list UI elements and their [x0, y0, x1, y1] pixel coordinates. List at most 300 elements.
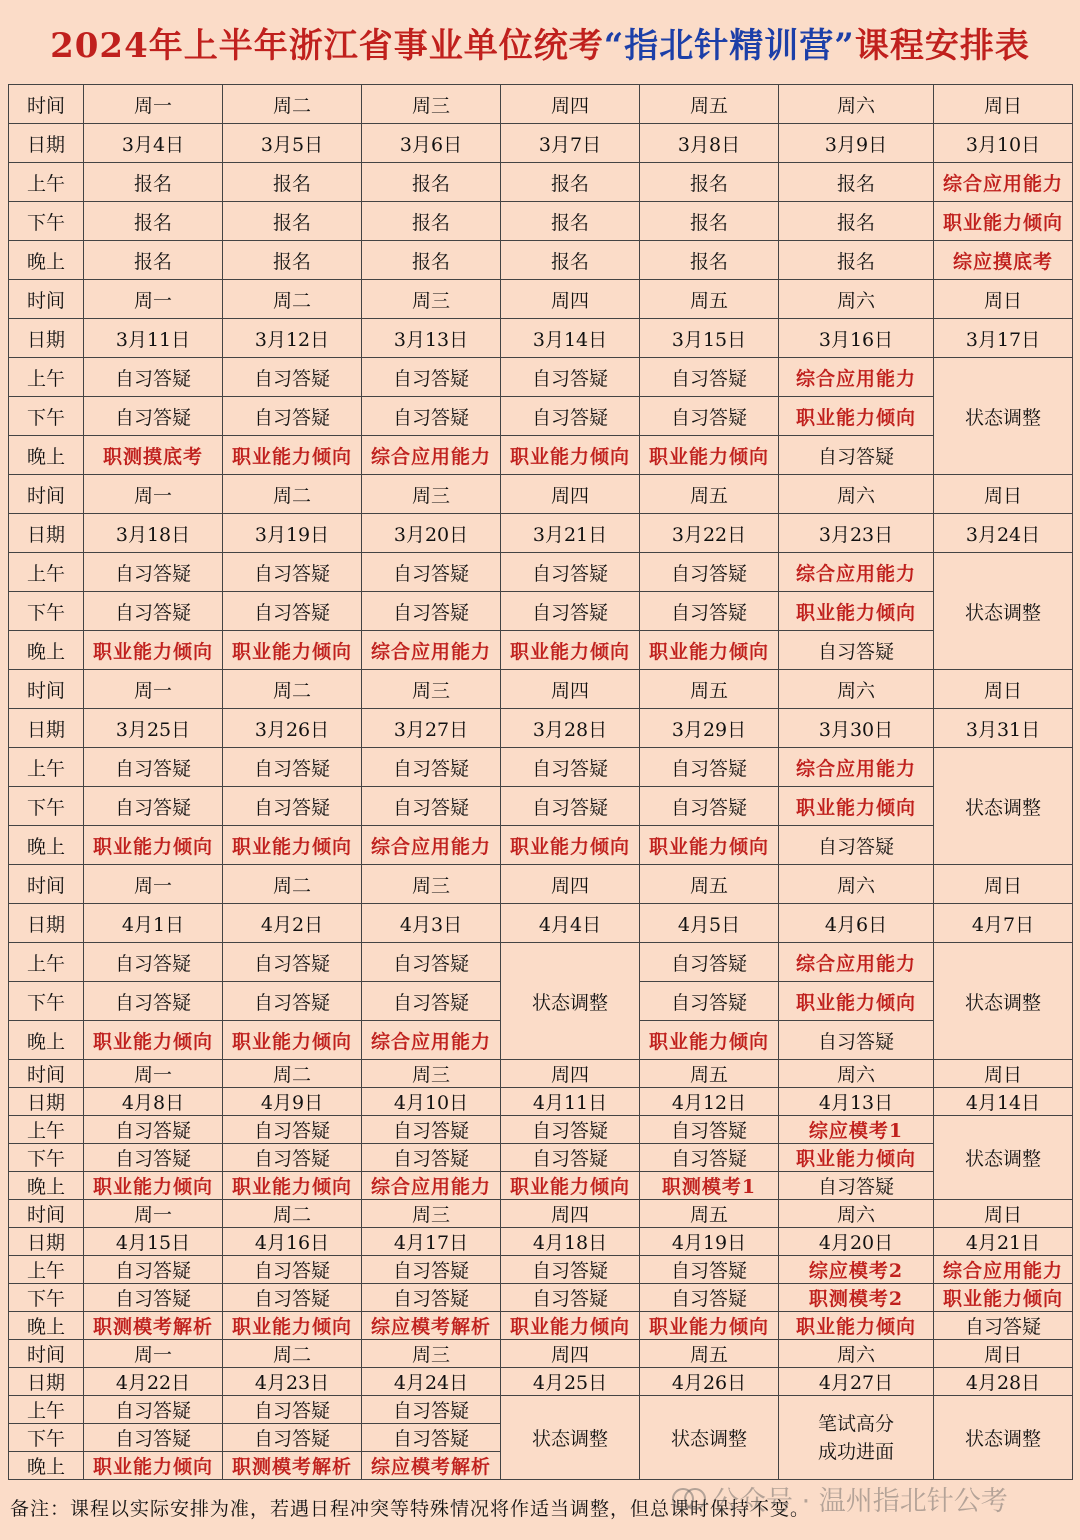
- schedule-cell: 综合应用能力: [362, 1021, 501, 1060]
- schedule-cell: 自习答疑: [640, 592, 779, 631]
- morning-row: [9, 1116, 1073, 1144]
- schedule-cell: 报名: [84, 202, 223, 241]
- date-cell: 4月27日: [779, 1368, 934, 1396]
- date-cell: 4月5日: [640, 904, 779, 943]
- schedule-cell: 自习答疑: [362, 397, 501, 436]
- row-label-evening: 晚上: [9, 631, 84, 670]
- date-row: [9, 319, 1073, 358]
- date-cell: 3月22日: [640, 514, 779, 553]
- schedule-cell: 自习答疑: [640, 358, 779, 397]
- row-label-morning: 上午: [9, 553, 84, 592]
- schedule-cell: 职测模考解析: [84, 1312, 223, 1340]
- date-cell: 3月18日: [84, 514, 223, 553]
- schedule-cell: 报名: [779, 241, 934, 280]
- schedule-cell: 自习答疑: [362, 553, 501, 592]
- schedule-cell: 自习答疑: [362, 1116, 501, 1144]
- schedule-cell: 自习答疑: [362, 358, 501, 397]
- date-cell: 4月18日: [501, 1228, 640, 1256]
- schedule-cell: 职业能力倾向: [501, 1172, 640, 1200]
- schedule-cell: 自习答疑: [84, 358, 223, 397]
- date-cell: 3月11日: [84, 319, 223, 358]
- date-row: [9, 1368, 1073, 1396]
- row-label-date: 日期: [9, 904, 84, 943]
- row-label-evening: 晚上: [9, 1312, 84, 1340]
- schedule-cell: 自习答疑: [84, 553, 223, 592]
- weekday-row: [9, 85, 1073, 124]
- weekday-header: 周三: [362, 1060, 501, 1088]
- schedule-cell: 自习答疑: [501, 358, 640, 397]
- schedule-cell: 自习答疑: [84, 982, 223, 1021]
- schedule-cell: 职业能力倾向: [779, 592, 934, 631]
- schedule-cell: 自习答疑: [640, 1256, 779, 1284]
- schedule-cell: 职测摸底考: [84, 436, 223, 475]
- evening-row: [9, 241, 1073, 280]
- date-cell: 4月25日: [501, 1368, 640, 1396]
- date-cell: 3月26日: [223, 709, 362, 748]
- schedule-cell: 状态调整: [640, 1396, 779, 1480]
- weekday-header: 周六: [779, 85, 934, 124]
- schedule-cell: 综合应用能力: [362, 826, 501, 865]
- schedule-cell: 状态调整: [501, 1396, 640, 1480]
- date-cell: 4月1日: [84, 904, 223, 943]
- row-label-date: 日期: [9, 1228, 84, 1256]
- weekday-header: 周二: [223, 280, 362, 319]
- title-part-2: 课程安排表: [854, 25, 1030, 66]
- schedule-cell: 自习答疑: [640, 748, 779, 787]
- title-part-1: 2024年上半年浙江省事业单位统考: [50, 25, 604, 66]
- weekday-header: 周一: [84, 865, 223, 904]
- schedule-cell: 职业能力倾向: [84, 1452, 223, 1480]
- schedule-cell: 状态调整: [934, 358, 1073, 475]
- schedule-cell: 自习答疑: [84, 1116, 223, 1144]
- schedule-cell: 自习答疑: [84, 1144, 223, 1172]
- date-cell: 4月21日: [934, 1228, 1073, 1256]
- date-cell: 3月8日: [640, 124, 779, 163]
- date-cell: 4月11日: [501, 1088, 640, 1116]
- row-label-date: 日期: [9, 1368, 84, 1396]
- weekday-header: 周二: [223, 1060, 362, 1088]
- weekday-header: 周三: [362, 865, 501, 904]
- date-cell: 4月4日: [501, 904, 640, 943]
- schedule-cell: 自习答疑: [223, 1284, 362, 1312]
- weekday-header: 周四: [501, 670, 640, 709]
- schedule-cell: 职测模考解析: [223, 1452, 362, 1480]
- schedule-cell: 自习答疑: [223, 553, 362, 592]
- schedule-cell: 自习答疑: [84, 397, 223, 436]
- weekday-header: 周四: [501, 280, 640, 319]
- weekday-header: 周三: [362, 280, 501, 319]
- schedule-cell: 综应模考1: [779, 1116, 934, 1144]
- schedule-cell: 自习答疑: [223, 1256, 362, 1284]
- weekday-header: 周四: [501, 85, 640, 124]
- schedule-cell: 自习答疑: [779, 1172, 934, 1200]
- morning-row: [9, 553, 1073, 592]
- date-cell: 3月4日: [84, 124, 223, 163]
- schedule-cell: 职业能力倾向: [84, 1021, 223, 1060]
- evening-row: [9, 436, 1073, 475]
- schedule-cell: 状态调整: [501, 943, 640, 1060]
- schedule-cell: 报名: [362, 163, 501, 202]
- schedule-cell: 自习答疑: [779, 631, 934, 670]
- weekday-header: 周六: [779, 1340, 934, 1368]
- date-cell: 4月28日: [934, 1368, 1073, 1396]
- morning-row: [9, 163, 1073, 202]
- date-cell: 4月9日: [223, 1088, 362, 1116]
- date-cell: 3月19日: [223, 514, 362, 553]
- schedule-cell: 职业能力倾向: [223, 436, 362, 475]
- schedule-cell: 职业能力倾向: [779, 982, 934, 1021]
- row-label-morning: 上午: [9, 163, 84, 202]
- footnote: 备注：课程以实际安排为准，若遇日程冲突等特殊情况将作适当调整，但总课时保持不变。: [10, 1497, 811, 1520]
- schedule-cell: 自习答疑: [640, 982, 779, 1021]
- schedule-cell: 职业能力倾向: [501, 631, 640, 670]
- weekday-header: 周一: [84, 1340, 223, 1368]
- schedule-cell: 自习答疑: [223, 592, 362, 631]
- schedule-cell: 职业能力倾向: [501, 436, 640, 475]
- schedule-cell: 自习答疑: [640, 553, 779, 592]
- schedule-cell: 职业能力倾向: [501, 826, 640, 865]
- date-cell: 4月12日: [640, 1088, 779, 1116]
- watermark-text: 公众号 · 温州指北针公考: [712, 1485, 1008, 1517]
- date-cell: 4月24日: [362, 1368, 501, 1396]
- schedule-cell: 职业能力倾向: [84, 631, 223, 670]
- schedule-cell: 自习答疑: [779, 436, 934, 475]
- schedule-cell: 报名: [501, 202, 640, 241]
- row-label-time: 时间: [9, 1060, 84, 1088]
- date-cell: 3月6日: [362, 124, 501, 163]
- schedule-cell: 职业能力倾向: [640, 631, 779, 670]
- date-cell: 3月12日: [223, 319, 362, 358]
- schedule-cell: 职业能力倾向: [223, 631, 362, 670]
- schedule-cell: 自习答疑: [223, 1144, 362, 1172]
- schedule-cell: 职业能力倾向: [640, 1021, 779, 1060]
- row-label-morning: 上午: [9, 358, 84, 397]
- weekday-header: 周六: [779, 670, 934, 709]
- schedule-cell: 自习答疑: [362, 748, 501, 787]
- schedule-cell: 自习答疑: [640, 943, 779, 982]
- date-row: [9, 514, 1073, 553]
- weekday-header: 周一: [84, 85, 223, 124]
- schedule-cell: 综合应用能力: [934, 163, 1073, 202]
- row-label-morning: 上午: [9, 1116, 84, 1144]
- schedule-cell: 综应模考解析: [362, 1312, 501, 1340]
- schedule-cell: 自习答疑: [84, 592, 223, 631]
- schedule-cell: 报名: [362, 241, 501, 280]
- weekday-header: 周六: [779, 1060, 934, 1088]
- schedule-cell: 自习答疑: [779, 826, 934, 865]
- weekday-header: 周二: [223, 1340, 362, 1368]
- weekday-header: 周二: [223, 475, 362, 514]
- row-label-evening: 晚上: [9, 1021, 84, 1060]
- schedule-cell: 职业能力倾向: [501, 1312, 640, 1340]
- date-cell: 3月15日: [640, 319, 779, 358]
- schedule-cell: 综合应用能力: [779, 748, 934, 787]
- afternoon-row: [9, 202, 1073, 241]
- date-cell: 4月6日: [779, 904, 934, 943]
- date-cell: 4月20日: [779, 1228, 934, 1256]
- schedule-cell: 自习答疑: [501, 748, 640, 787]
- weekday-header: 周六: [779, 1200, 934, 1228]
- row-label-morning: 上午: [9, 1396, 84, 1424]
- weekday-header: 周日: [934, 670, 1073, 709]
- weekday-row: [9, 280, 1073, 319]
- schedule-cell: 职业能力倾向: [640, 1312, 779, 1340]
- schedule-cell: 自习答疑: [223, 1116, 362, 1144]
- schedule-cell: 自习答疑: [640, 397, 779, 436]
- row-label-afternoon: 下午: [9, 202, 84, 241]
- date-cell: 3月29日: [640, 709, 779, 748]
- schedule-cell: 综应模考解析: [362, 1452, 501, 1480]
- schedule-cell: 自习答疑: [501, 553, 640, 592]
- weekday-header: 周四: [501, 475, 640, 514]
- schedule-cell: 状态调整: [934, 553, 1073, 670]
- schedule-cell: 自习答疑: [501, 1144, 640, 1172]
- date-cell: 4月16日: [223, 1228, 362, 1256]
- schedule-cell: 自习答疑: [362, 1144, 501, 1172]
- schedule-cell: 综应摸底考: [934, 241, 1073, 280]
- date-cell: 3月9日: [779, 124, 934, 163]
- schedule-cell: 自习答疑: [362, 982, 501, 1021]
- date-cell: 4月15日: [84, 1228, 223, 1256]
- schedule-cell: 自习答疑: [501, 787, 640, 826]
- date-row: [9, 124, 1073, 163]
- weekday-header: 周五: [640, 670, 779, 709]
- weekday-header: 周五: [640, 280, 779, 319]
- date-cell: 4月23日: [223, 1368, 362, 1396]
- title-highlight: “指北针精训营”: [603, 25, 855, 66]
- weekday-header: 周六: [779, 475, 934, 514]
- morning-row: [9, 1396, 1073, 1424]
- weekday-header: 周四: [501, 865, 640, 904]
- schedule-cell: 自习答疑: [501, 397, 640, 436]
- weekday-header: 周五: [640, 1340, 779, 1368]
- weekday-header: 周日: [934, 1060, 1073, 1088]
- date-cell: 3月21日: [501, 514, 640, 553]
- weekday-header: 周二: [223, 1200, 362, 1228]
- schedule-cell: 综合应用能力: [779, 553, 934, 592]
- row-label-time: 时间: [9, 1200, 84, 1228]
- weekday-header: 周五: [640, 1200, 779, 1228]
- row-label-afternoon: 下午: [9, 397, 84, 436]
- schedule-cell: 自习答疑: [84, 1424, 223, 1452]
- row-label-afternoon: 下午: [9, 1424, 84, 1452]
- weekday-header: 周三: [362, 670, 501, 709]
- weekday-header: 周日: [934, 475, 1073, 514]
- weekday-row: [9, 475, 1073, 514]
- schedule-cell: 综合应用能力: [779, 358, 934, 397]
- schedule-cell: 状态调整: [934, 1116, 1073, 1200]
- schedule-cell-twoline: 笔试高分 成功进面: [779, 1396, 934, 1480]
- weekday-header: 周日: [934, 865, 1073, 904]
- row-label-evening: 晚上: [9, 1172, 84, 1200]
- schedule-cell: 报名: [84, 241, 223, 280]
- weekday-header: 周五: [640, 85, 779, 124]
- weekday-header: 周二: [223, 85, 362, 124]
- schedule-cell: 自习答疑: [84, 1396, 223, 1424]
- schedule-cell: 职业能力倾向: [84, 1172, 223, 1200]
- weekday-header: 周三: [362, 475, 501, 514]
- date-row: [9, 1088, 1073, 1116]
- date-row: [9, 709, 1073, 748]
- weekday-header: 周日: [934, 1200, 1073, 1228]
- schedule-cell: 综合应用能力: [362, 436, 501, 475]
- schedule-cell: 自习答疑: [362, 787, 501, 826]
- weekday-header: 周日: [934, 1340, 1073, 1368]
- afternoon-row: [9, 592, 1073, 631]
- row-label-date: 日期: [9, 1088, 84, 1116]
- weekday-header: 周日: [934, 85, 1073, 124]
- row-label-morning: 上午: [9, 748, 84, 787]
- schedule-cell: 状态调整: [934, 748, 1073, 865]
- weekday-row: [9, 1340, 1073, 1368]
- morning-row: [9, 358, 1073, 397]
- schedule-cell: 自习答疑: [640, 787, 779, 826]
- schedule-cell: 自习答疑: [84, 1256, 223, 1284]
- schedule-cell: 自习答疑: [84, 943, 223, 982]
- weekday-header: 周五: [640, 865, 779, 904]
- schedule-table: [8, 84, 1073, 1480]
- date-row: [9, 904, 1073, 943]
- schedule-cell: 自习答疑: [501, 592, 640, 631]
- row-label-afternoon: 下午: [9, 592, 84, 631]
- row-label-afternoon: 下午: [9, 787, 84, 826]
- date-cell: 4月10日: [362, 1088, 501, 1116]
- schedule-cell: 自习答疑: [362, 1256, 501, 1284]
- row-label-date: 日期: [9, 319, 84, 358]
- row-label-time: 时间: [9, 1340, 84, 1368]
- weekday-header: 周一: [84, 475, 223, 514]
- schedule-cell: 自习答疑: [362, 1424, 501, 1452]
- date-cell: 3月14日: [501, 319, 640, 358]
- weekday-header: 周四: [501, 1200, 640, 1228]
- date-row: [9, 1228, 1073, 1256]
- schedule-cell: 职业能力倾向: [934, 202, 1073, 241]
- schedule-cell: 自习答疑: [779, 1021, 934, 1060]
- date-cell: 3月24日: [934, 514, 1073, 553]
- schedule-cell: 自习答疑: [223, 748, 362, 787]
- date-cell: 3月17日: [934, 319, 1073, 358]
- evening-row: [9, 1172, 1073, 1200]
- schedule-cell: 自习答疑: [362, 1396, 501, 1424]
- date-cell: 4月22日: [84, 1368, 223, 1396]
- schedule-cell: 自习答疑: [501, 1256, 640, 1284]
- date-cell: 3月23日: [779, 514, 934, 553]
- schedule-cell: 职业能力倾向: [640, 826, 779, 865]
- row-label-date: 日期: [9, 514, 84, 553]
- date-cell: 3月13日: [362, 319, 501, 358]
- schedule-cell: 自习答疑: [640, 1116, 779, 1144]
- weekday-header: 周一: [84, 1200, 223, 1228]
- schedule-cell: 自习答疑: [362, 943, 501, 982]
- schedule-cell: 综合应用能力: [362, 631, 501, 670]
- date-cell: 3月20日: [362, 514, 501, 553]
- row-label-evening: 晚上: [9, 241, 84, 280]
- row-label-afternoon: 下午: [9, 1144, 84, 1172]
- afternoon-row: [9, 787, 1073, 826]
- date-cell: 4月8日: [84, 1088, 223, 1116]
- schedule-cell: 报名: [640, 163, 779, 202]
- schedule-cell: 报名: [779, 163, 934, 202]
- evening-row: [9, 826, 1073, 865]
- schedule-cell: 自习答疑: [223, 943, 362, 982]
- row-label-date: 日期: [9, 709, 84, 748]
- schedule-cell: 状态调整: [934, 1396, 1073, 1480]
- schedule-cell: 报名: [223, 241, 362, 280]
- evening-row: [9, 631, 1073, 670]
- weekday-header: 周日: [934, 280, 1073, 319]
- morning-row: [9, 1256, 1073, 1284]
- row-label-time: 时间: [9, 475, 84, 514]
- schedule-cell: 自习答疑: [223, 397, 362, 436]
- date-cell: 3月7日: [501, 124, 640, 163]
- schedule-cell: 综合应用能力: [779, 943, 934, 982]
- schedule-cell: 报名: [779, 202, 934, 241]
- weekday-row: [9, 670, 1073, 709]
- schedule-cell: 自习答疑: [223, 1424, 362, 1452]
- weekday-header: 周五: [640, 475, 779, 514]
- row-label-evening: 晚上: [9, 1452, 84, 1480]
- wechat-logo-icon: [672, 1487, 706, 1509]
- schedule-cell: 自习答疑: [84, 787, 223, 826]
- row-label-time: 时间: [9, 670, 84, 709]
- schedule-cell: 自习答疑: [84, 1284, 223, 1312]
- weekday-header: 周二: [223, 865, 362, 904]
- schedule-cell: 职业能力倾向: [84, 826, 223, 865]
- row-label-evening: 晚上: [9, 826, 84, 865]
- weekday-header: 周六: [779, 865, 934, 904]
- schedule-cell: 报名: [640, 202, 779, 241]
- weekday-header: 周六: [779, 280, 934, 319]
- schedule-cell: 报名: [501, 163, 640, 202]
- schedule-cell: 自习答疑: [934, 1312, 1073, 1340]
- weekday-header: 周一: [84, 670, 223, 709]
- morning-row: [9, 748, 1073, 787]
- schedule-cell: 状态调整: [934, 943, 1073, 1060]
- schedule-cell: 自习答疑: [223, 1396, 362, 1424]
- schedule-cell: 职业能力倾向: [223, 826, 362, 865]
- weekday-header: 周三: [362, 1340, 501, 1368]
- evening-row: [9, 1312, 1073, 1340]
- weekday-header: 周一: [84, 1060, 223, 1088]
- schedule-cell: 报名: [223, 202, 362, 241]
- date-cell: 4月7日: [934, 904, 1073, 943]
- row-label-time: 时间: [9, 865, 84, 904]
- row-label-time: 时间: [9, 85, 84, 124]
- morning-row: [9, 943, 1073, 982]
- schedule-cell: 报名: [223, 163, 362, 202]
- date-cell: 4月2日: [223, 904, 362, 943]
- row-label-date: 日期: [9, 124, 84, 163]
- row-label-morning: 上午: [9, 1256, 84, 1284]
- afternoon-row: [9, 397, 1073, 436]
- weekday-header: 周三: [362, 1200, 501, 1228]
- afternoon-row: [9, 1284, 1073, 1312]
- schedule-cell: 职测模考2: [779, 1284, 934, 1312]
- schedule-cell: 职业能力倾向: [779, 787, 934, 826]
- date-cell: 3月31日: [934, 709, 1073, 748]
- schedule-cell-line2: 成功进面: [817, 1440, 894, 1463]
- weekday-row: [9, 865, 1073, 904]
- date-cell: 4月3日: [362, 904, 501, 943]
- date-cell: 3月5日: [223, 124, 362, 163]
- weekday-header: 周四: [501, 1340, 640, 1368]
- schedule-cell: 职业能力倾向: [934, 1284, 1073, 1312]
- row-label-afternoon: 下午: [9, 982, 84, 1021]
- date-cell: 3月16日: [779, 319, 934, 358]
- schedule-cell: 报名: [501, 241, 640, 280]
- schedule-cell: 自习答疑: [223, 982, 362, 1021]
- schedule-cell: 职业能力倾向: [223, 1312, 362, 1340]
